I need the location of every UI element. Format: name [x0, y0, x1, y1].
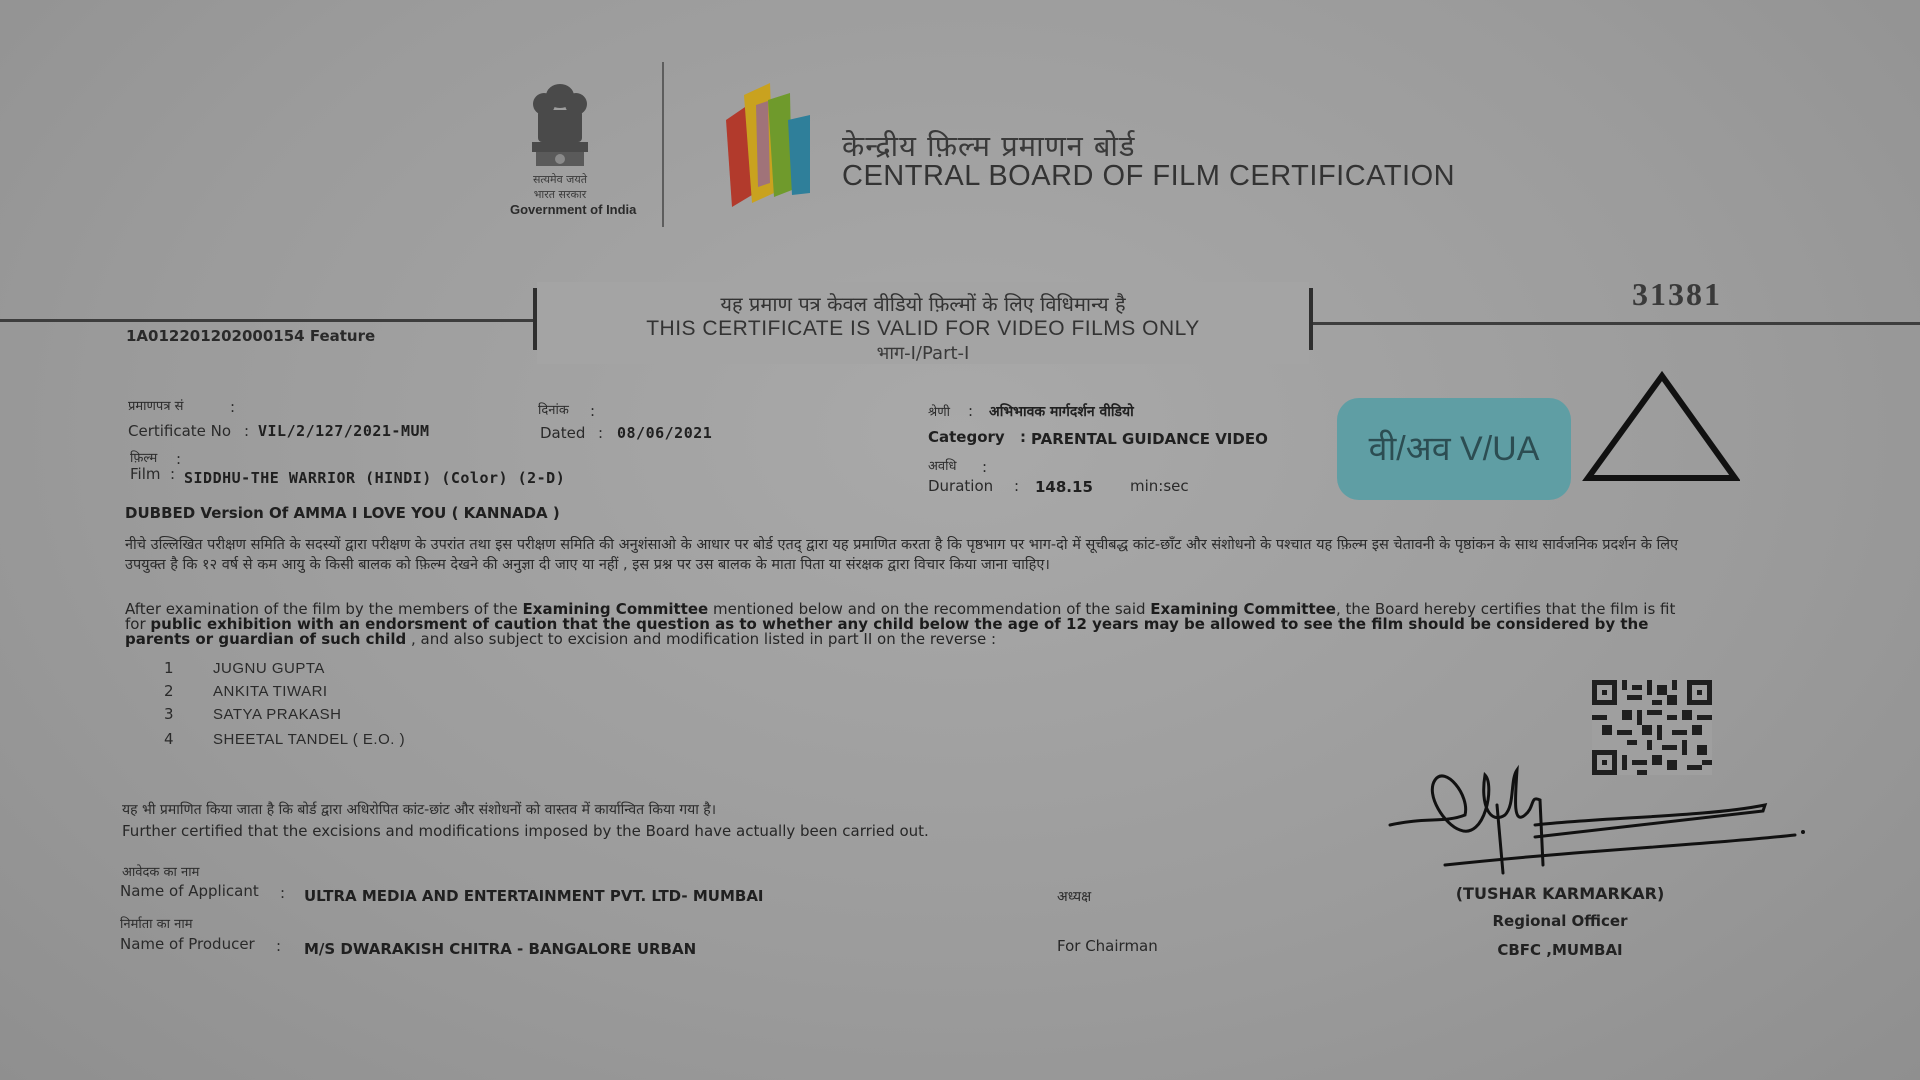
- category-label-hindi: श्रेणी: [928, 405, 950, 420]
- film-label: Film: [130, 465, 161, 483]
- dubbed-note: DUBBED Version Of AMMA I LOVE YOU ( KANNADA ): [125, 504, 560, 522]
- member-name: JUGNU GUPTA: [213, 660, 325, 677]
- officer-title: Regional Officer: [1492, 912, 1628, 930]
- chairman-english: For Chairman: [1057, 937, 1158, 955]
- government-hindi: भारत सरकार: [533, 188, 587, 201]
- text-run: , the Board hereby certifies that the film is fit for: [125, 600, 1676, 633]
- ashoka-emblem-icon: [524, 80, 596, 170]
- member-number: 1: [164, 659, 174, 677]
- duration-unit: min:sec: [1130, 477, 1189, 495]
- certification-text-hindi: नीचे उल्लिखित परीक्षण समिति के सदस्यों द्वारा परीक्षण के उपरांत तथा इस परीक्षण समिति की अनुशंसाओ के आधार पर बोर्ड एतद् द्वारा यह प्रमाणित करता है कि पृष्ठभाग पर भाग-दो में सूचीबद्ध कांट-छाँट और संशोधनो के पश्चात यह फ़िल्म इस चेतावनी के पृष्ठांकन के साथ सार्वजनिक प्रदर्शन के लिए उपयुक्त है कि १२ वर्ष से कम आयु के किसी बालक को फ़िल्म देखने की अनुज्ञा दी जाए या नहीं , इस प्रश्न पर उस बालक के माता पिता या संरक्षक द्वारा विचार किया जाना चाहिए।: [125, 537, 1679, 573]
- colon: :: [968, 402, 974, 420]
- cbfc-logo-icon: [718, 75, 828, 220]
- colon: :: [1020, 428, 1026, 446]
- member-name: SHEETAL TANDEL ( E.O. ): [213, 731, 406, 748]
- rating-badge: वी/अव V/UA: [1337, 398, 1571, 500]
- member-name: SATYA PRAKASH: [213, 706, 342, 723]
- text-run: mentioned below and on the recommendation of the said: [708, 600, 1151, 618]
- applicant-label-hindi: आवेदक का नाम: [122, 865, 200, 880]
- colon: :: [276, 937, 282, 955]
- chairman-hindi: अध्यक्ष: [1057, 889, 1092, 905]
- duration-value: 148.15: [1035, 478, 1093, 496]
- film-label-hindi: फ़िल्म: [130, 451, 158, 466]
- certificate-part: भाग-I/Part-I: [876, 343, 970, 364]
- colon: :: [230, 398, 236, 416]
- certificate-number-label: Certificate No: [128, 422, 232, 440]
- colon: :: [982, 458, 988, 476]
- member-name: ANKITA TIWARI: [213, 683, 328, 700]
- validity-hindi: यह प्रमाण पत्र केवल वीडियो फ़िल्मों के लिए विधिमान्य है: [720, 292, 1126, 316]
- text-run: Examining Committee: [522, 600, 709, 618]
- colon: :: [1014, 477, 1020, 495]
- colon: :: [280, 884, 286, 902]
- emblem-motto: सत्यमेव जयते: [532, 173, 587, 186]
- further-certified-english: Further certified that the excisions and modifications imposed by the Board have actually been carried out.: [122, 822, 929, 840]
- board-name-english: CENTRAL BOARD OF FILM CERTIFICATION: [842, 160, 1456, 192]
- government-emblem: [510, 80, 637, 230]
- colon: :: [170, 465, 176, 483]
- text-run: Examining Committee: [1150, 600, 1336, 618]
- applicant-label: Name of Applicant: [120, 882, 259, 900]
- category-label: Category: [928, 428, 1005, 446]
- header-divider: [662, 62, 664, 227]
- duration-label-hindi: अवधि: [928, 459, 957, 474]
- government-english: Government of India: [510, 202, 637, 217]
- board-name-hindi: केन्द्रीय फ़िल्म प्रमाणन बोर्ड: [842, 129, 1136, 163]
- header-rule-left: [0, 319, 534, 322]
- category-value: PARENTAL GUIDANCE VIDEO: [1031, 430, 1268, 448]
- validity-banner: [537, 282, 1309, 364]
- certificate-serial: 31381: [1632, 276, 1722, 312]
- certificate-number-label-hindi: प्रमाणपत्र सं: [128, 399, 184, 414]
- certification-text-english: [125, 602, 1690, 647]
- certificate-number: VIL/2/127/2021-MUM: [258, 422, 430, 440]
- officer-office: CBFC ,MUMBAI: [1497, 941, 1623, 959]
- date-label-hindi: दिनांक: [538, 403, 569, 418]
- colon: :: [598, 424, 604, 442]
- certificate-reference: 1A012201202000154 Feature: [126, 327, 376, 345]
- member-number: 3: [164, 705, 174, 723]
- certificate-date: 08/06/2021: [617, 424, 713, 442]
- date-label: Dated: [540, 424, 586, 442]
- duration-label: Duration: [928, 477, 994, 495]
- text-run: , and also subject to excision and modification listed in part II on the reverse :: [406, 630, 997, 648]
- text-run: public exhibition with an endorsment of caution that the question as to whether any child below the age of 12 years may be allowed to see the film should be considered by the parents or guardian of such child: [125, 615, 1649, 648]
- colon: :: [590, 402, 596, 420]
- triangle-symbol-icon: [1580, 370, 1740, 485]
- category-hindi: अभिभावक मार्गदर्शन वीडियो: [989, 404, 1134, 420]
- producer-name: M/S DWARAKISH CHITRA - BANGALORE URBAN: [304, 940, 697, 958]
- further-certified-hindi: यह भी प्रमाणित किया जाता है कि बोर्ड द्वारा अधिरोपित कांट-छांट और संशोधनों को वास्तव में कार्यान्वित किया गया है।: [122, 802, 717, 818]
- producer-label-hindi: निर्माता का नाम: [120, 917, 193, 932]
- colon: :: [176, 450, 182, 468]
- text-run: After examination of the film by the members of the: [125, 600, 523, 618]
- member-number: 4: [164, 730, 174, 748]
- member-number: 2: [164, 682, 174, 700]
- header-rule-right: [1311, 322, 1920, 325]
- producer-label: Name of Producer: [120, 935, 255, 953]
- validity-english: THIS CERTIFICATE IS VALID FOR VIDEO FILMS ONLY: [646, 317, 1200, 340]
- officer-name: (TUSHAR KARMARKAR): [1455, 884, 1665, 903]
- film-title: SIDDHU-THE WARRIOR (HINDI) (Color) (2-D): [184, 469, 566, 487]
- handwritten-signature: [1385, 755, 1805, 885]
- colon: :: [244, 422, 250, 440]
- banner-bar-right: [1309, 288, 1313, 350]
- applicant-name: ULTRA MEDIA AND ENTERTAINMENT PVT. LTD- MUMBAI: [304, 887, 764, 905]
